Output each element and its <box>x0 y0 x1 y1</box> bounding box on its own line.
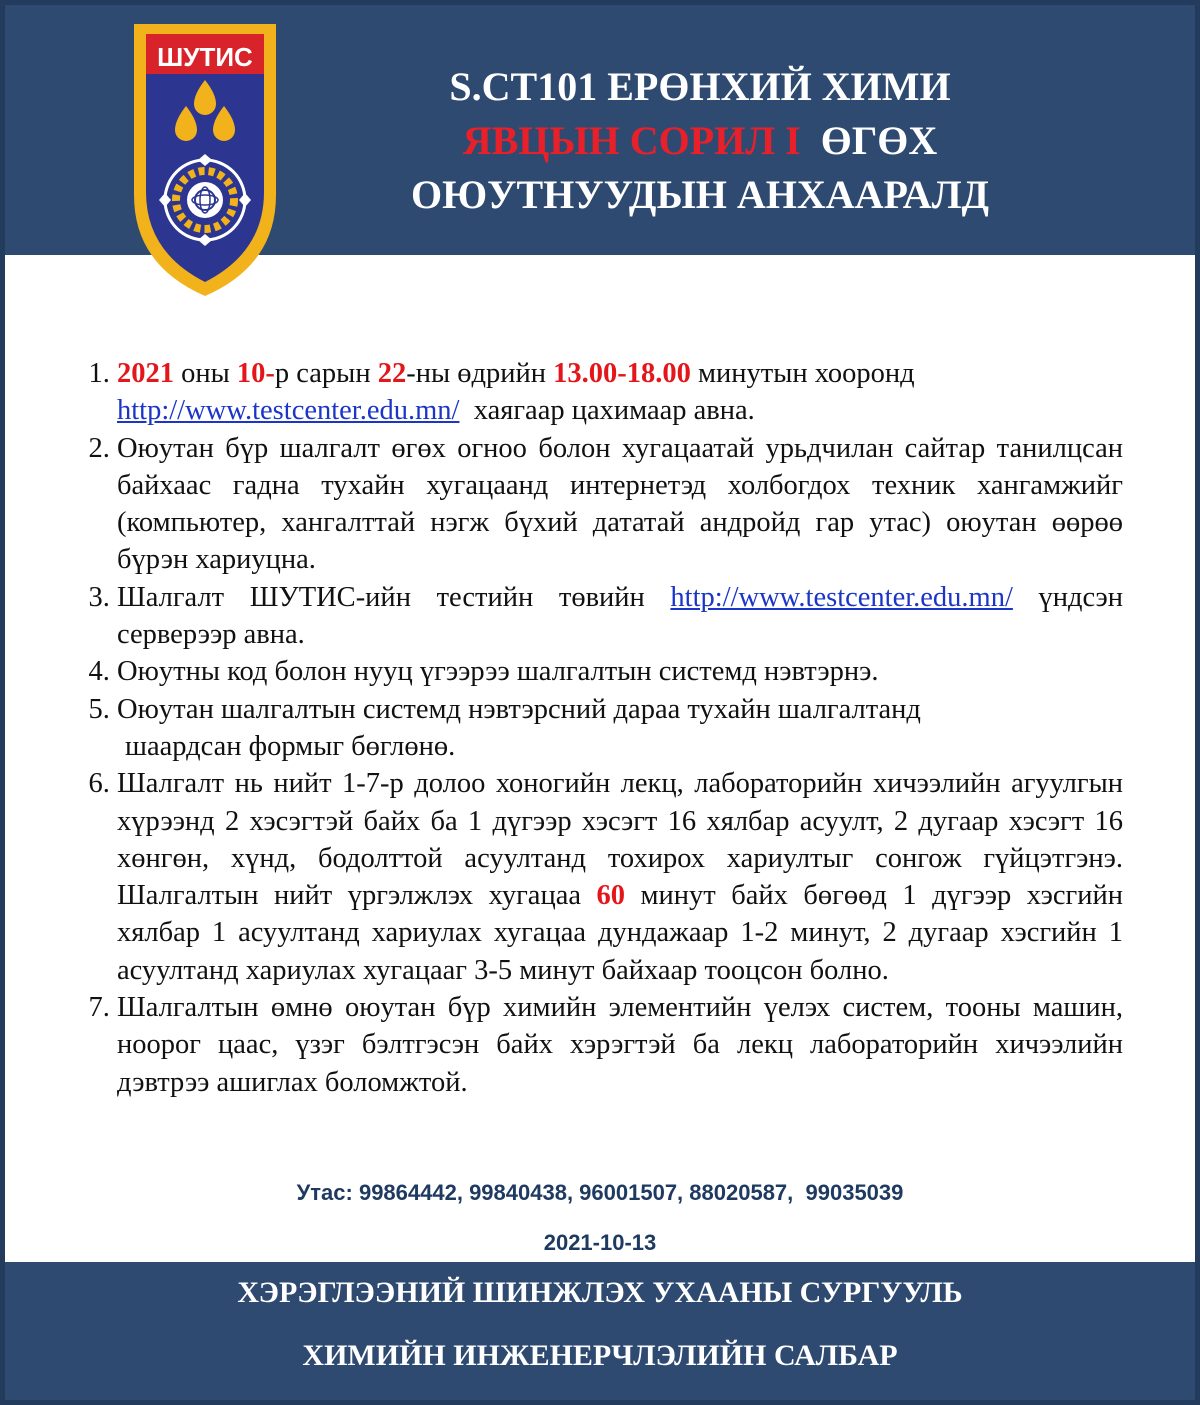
title-line-2-rest: ӨГӨХ <box>820 118 938 163</box>
list-item: 4. Оюутны код болон нууц үгээрээ шалгалтын системд нэвтэрнэ. <box>117 653 1123 690</box>
logo-text: ШУТИС <box>157 42 253 72</box>
list-item: 7. Шалгалтын өмнө оюутан бүр химийн элементийн үелэх систем, тооны машин, ноорог цаас, үзэг бэлтгэсэн байх хэрэгтэй ба лекц лабораторийн хичээлийн дэвтрээ ашиглах боломжтой. <box>117 989 1123 1101</box>
title-line-1: S.CT101 ЕРӨНХИЙ ХИМИ <box>449 64 951 109</box>
list-item: 5. Оюутан шалгалтын системд нэвтэрсний дараа тухайн шалгалтанд шаардсан формыг бөглөнө. <box>117 691 1123 766</box>
instructions <box>70 355 1123 1101</box>
title-highlight: ЯВЦЫН СОРИЛ I <box>462 118 801 163</box>
footer-school-name: ХЭРЭГЛЭЭНИЙ ШИНЖЛЭХ УХААНЫ СУРГУУЛЬ <box>237 1276 963 1309</box>
title-line-2 <box>285 114 1115 168</box>
page-title <box>285 60 1115 222</box>
title-line-3: ОЮУТНУУДЫН АНХААРАЛД <box>410 172 990 217</box>
footer-banner <box>5 1262 1195 1400</box>
phone-numbers: Утас: 99864442, 99840438, 96001507, 88020587, 99035039 <box>296 1180 904 1205</box>
instruction-list <box>70 355 1123 1101</box>
list-item: 6. Шалгалт нь нийт 1-7-р долоо хоногийн лекц, лабораторийн хичээлийн агуулгын хүрээнд 2 хэсэгтэй байх ба 1 дүгээр хэсэгт 16 хялбар асуулт, 2 дугаар хэсэгт 16 хөнгөн, хүнд, бодолттой асуултанд тохирох хариултыг сонгож гүйцэтгэнэ. Шалгалтын нийт үргэлжлэх хугацаа 60 минут байх бөгөөд 1 дүгээр хэсгийн хялбар 1 асуултанд хариулах хугацаа дундажаар 1-2 минут, 2 дугаар хэсгийн 1 асуултанд хариулах хугацааг 3-5 минут байхаар тооцсон болно. <box>117 765 1123 989</box>
testcenter-link[interactable]: http://www.testcenter.edu.mn/ <box>670 581 1013 613</box>
footer-department-name: ХИМИЙН ИНЖЕНЕРЧЛЭЛИЙН САЛБАР <box>302 1339 898 1372</box>
testcenter-link[interactable]: http://www.testcenter.edu.mn/ <box>117 395 460 427</box>
university-shield-logo <box>130 20 280 300</box>
list-item: 1. 2021 оны 10-р сарын 22-ны өдрийн 13.00-18.00 минутын хооронд http://www.testcenter.edu.mn/ хаягаар цахимаар авна. <box>117 355 1123 430</box>
publish-date: 2021-10-13 <box>543 1230 657 1255</box>
list-item: 3. Шалгалт ШУТИС-ийн тестийн төвийн http://www.testcenter.edu.mn/ үндсэн серверээр авна. <box>117 579 1123 654</box>
list-item: 2. Оюутан бүр шалгалт өгөх огноо болон хугацаатай урьдчилан сайтар танилцсан байхаас гадна тухайн хугацаанд интернетэд холбогдох техник хангамжийг (компьютер, хангалттай нэгж бүхий дататай андройд гар утас) оюутан өөрөө бүрэн хариуцна. <box>117 430 1123 579</box>
